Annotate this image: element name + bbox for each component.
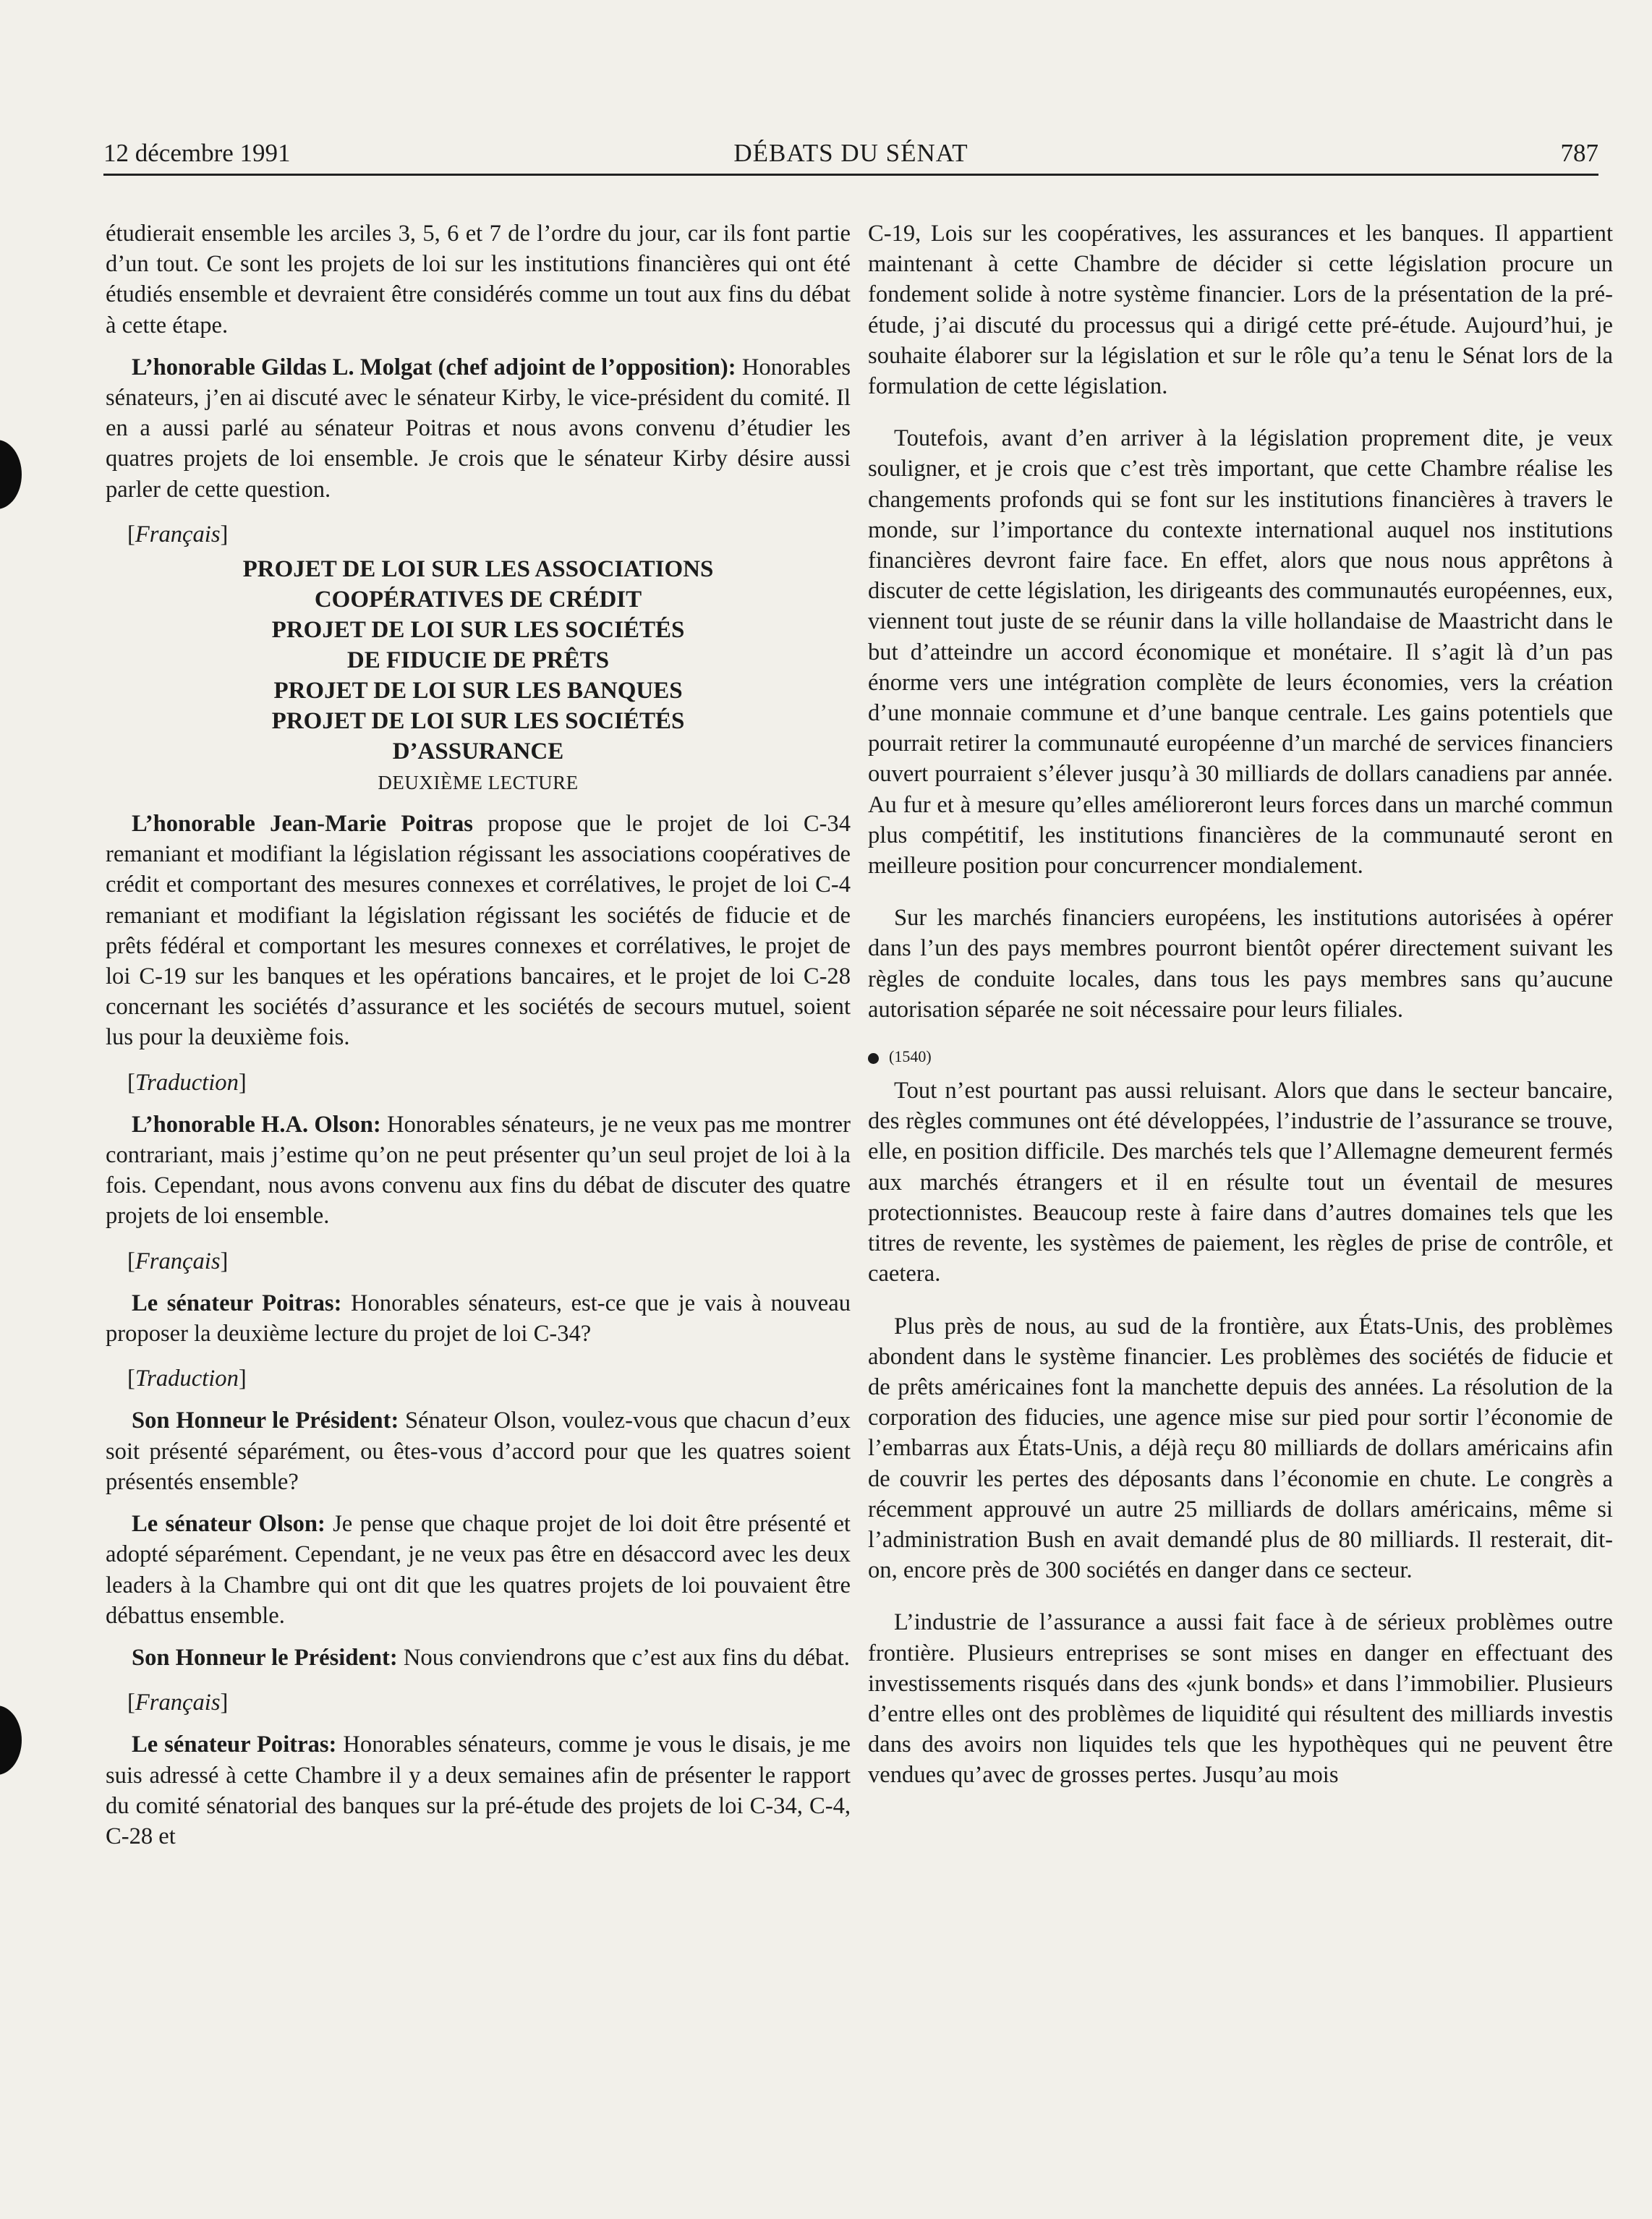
header-title: DÉBATS DU SÉNAT: [733, 139, 968, 167]
left-column: [106, 218, 851, 1852]
language-tag: [Français]: [127, 521, 229, 548]
speaker-name: Son Honneur le Président:: [132, 1407, 399, 1434]
binder-hole: [0, 440, 22, 509]
speech-paragraph: [106, 809, 851, 1053]
speech-text: Nous conviendrons que c’est aux fins du débat.: [397, 1644, 850, 1671]
language-label: Traduction: [135, 1069, 239, 1096]
heading-line: PROJET DE LOI SUR LES SOCIÉTÉS: [271, 708, 685, 735]
speech-paragraph: [106, 1729, 851, 1852]
time-marker: [868, 1042, 1613, 1071]
speech-paragraph: [106, 1509, 851, 1631]
speech-paragraph: [106, 352, 851, 505]
paragraph: Sur les marchés financiers européens, les institutions autorisées à opérer dans l’un des pays membres pourront bientôt opérer directement suivant les règles de conduite locales, dans tous les pays membres sans qu’aucune autorisation séparée ne soit nécessaire pour leurs filiales.: [868, 905, 1613, 1023]
paragraph: Toutefois, avant d’en arriver à la législation proprement dite, je veux souligner, et je crois que c’est très important, que cette Chambre réalise les changements profonds qui se font sur les institutions financières à travers le monde, sur l’importance du contexte international auquel nos institutions financières devront faire face. En effet, alors que nous nous apprêtons à discuter de cette législation, les dirigeants des communautés européennes, eux, viennent tout juste de se réunir dans la ville hollandaise de Maastricht dans le but d’atteindre un accord économique et monétaire. Il s’agit là d’un pas énorme vers une intégration complète de leurs économies, vers la création d’une monnaie commune et d’une banque centrale. Les gains potentiels que pourrait retirer la communauté européenne d’un marché de services financiers ouvert pourraient s’élever jusqu’à 30 milliards de dollars canadiens par année. Au fur et à mesure qu’elles amélioreront leurs forces dans un marché commun plus compétitif, les institutions financières de la communauté seront en meilleure position pour concurrencer mondialement.: [868, 425, 1613, 879]
reading-subheading: DEUXIÈME LECTURE: [378, 772, 579, 794]
paragraph: L’industrie de l’assurance a aussi fait face à de sérieux problèmes outre frontière. Plusieurs entreprises se sont mises en danger en effectuant des investissements risqués dans des «junk bonds» et dans l’immobilier. Plusieurs d’entre elles ont des problèmes de liquidité qui résultent des milliards investis dans des avoirs non liquides tels que les hypothèques qui ne peuvent être vendues qu’avec de grosses pertes. Jusqu’au mois: [868, 1609, 1613, 1789]
speech-text: Je pense que chaque projet de loi doit être présenté et adopté séparément. Cependant, je ne veux pas être en désaccord avec les deux leaders à la Chambre qui ont dit que les quatres projets de loi pouvaient être débattus ensemble.: [106, 1511, 851, 1629]
speaker-name: Le sénateur Poitras:: [132, 1732, 337, 1758]
speech-text: Honorables sénateurs, je ne veux pas me montrer contrariant, mais j’estime qu’on ne peut présenter qu’un seul projet de loi à la fois. Cependant, nous avons convenu aux fins du débat de discuter des quatre projets de loi ensemble.: [106, 1111, 851, 1230]
speech-text: Sénateur Olson, voulez-vous que chacun d’eux soit présenté séparément, ou êtes-vous d’accord pour que les quatres soient présentés ensemble?: [106, 1407, 851, 1495]
speech-text: Honorables sénateurs, comme je vous le disais, je me suis adressé à cette Chambre il y a deux semaines afin de présenter le rapport du comité sénatorial des banques sur la pré-étude des projets de loi C-34, C-4, C-28 et: [106, 1732, 851, 1849]
speech-paragraph: [106, 1405, 851, 1497]
binder-hole: [0, 1705, 22, 1775]
speaker-name: Le sénateur Poitras:: [132, 1290, 342, 1316]
language-label: Français: [135, 521, 221, 548]
paragraph: Plus près de nous, au sud de la frontière, aux États-Unis, des problèmes abondent dans le système financier. Les problèmes des sociétés de fiducie et de prêts américaines font la manchette depuis des années. La résolution de la corporation des fiducies, une agence mise sur pied pour sortir l’économie de l’embarras aux États-Unis, a déjà reçu 80 milliards de dollars américains afin de couvrir les pertes des déposants dans l’économie en chute. Le congrès a récemment approuvé un autre 25 milliards de dollars américains, même si l’administration Bush en avait demandé plus de 80 milliards. Il resterait, dit-on, encore près de 300 sociétés en danger dans ce secteur.: [868, 1313, 1613, 1584]
right-column: [868, 218, 1613, 1791]
speech-paragraph: [106, 1110, 851, 1232]
paragraph: C-19, Lois sur les coopératives, les assurances et les banques. Il appartient maintenant à cette Chambre de décider si cette législation procure un fondement solide à notre système financier. Lors de la présentation de la pré-étude, j’ai discuté du processus qui a dirigé cette pré-étude. Aujourd’hui, je souhaite élaborer sur la législation et sur le rôle qu’a tenu le Sénat lors de la formulation de cette législation.: [868, 221, 1613, 400]
paragraph: étudierait ensemble les arciles 3, 5, 6 et 7 de l’ordre du jour, car ils font partie d’un tout. Ce sont les projets de loi sur les institutions financières qui ont été étudiés ensemble et devraient être considérés comme un tout aux fins du débat à cette étape.: [106, 221, 851, 338]
speech-paragraph: [106, 1643, 851, 1673]
language-tag: [Traduction]: [127, 1069, 247, 1096]
language-label: Français: [135, 1248, 221, 1274]
speaker-name: L’honorable H.A. Olson:: [132, 1111, 381, 1138]
paragraph: Tout n’est pourtant pas aussi reluisant. Alors que dans le secteur bancaire, des règles communes ont été développées, l’industrie de l’assurance se trouve, elle, en position difficile. Des marchés tels que l’Allemagne demeurent fermés aux marchés étrangers et il en résulte tout un éventail de mesures protectionnistes. Beaucoup reste à faire dans d’autres domaines tels que les titres de revente, les systèmes de paiement, les règles de prise de contrôle, et caetera.: [868, 1078, 1613, 1287]
speech-paragraph: [106, 1288, 851, 1349]
language-tag: [Français]: [127, 1248, 229, 1274]
speaker-name: Le sénateur Olson:: [132, 1511, 325, 1538]
heading-line: PROJET DE LOI SUR LES BANQUES: [273, 678, 683, 704]
heading-line: PROJET DE LOI SUR LES ASSOCIATIONS: [242, 556, 714, 583]
language-tag: [Français]: [127, 1690, 229, 1716]
speaker-name: L’honorable Jean-Marie Poitras: [132, 811, 473, 838]
language-label: Français: [135, 1690, 221, 1716]
running-header: [103, 137, 1598, 176]
speech-text: Honorables sénateurs, j’en ai discuté avec le sénateur Kirby, le vice-président du comité. Il en a aussi parlé au sénateur Poitras et nous avons convenu d’étudier les quatres projets de loi ensemble. Je crois que le sénateur Kirby désire aussi parler de cette question.: [106, 354, 851, 503]
header-date: 12 décembre 1991: [103, 139, 291, 167]
speaker-name: L’honorable Gildas L. Molgat (chef adjoint de l’opposition):: [132, 354, 736, 380]
page-number: 787: [1560, 139, 1598, 167]
speech-text: Honorables sénateurs, est-ce que je vais à nouveau proposer la deuxième lecture du projet de loi C-34?: [106, 1290, 851, 1347]
language-label: Traduction: [135, 1366, 239, 1392]
heading-line: PROJET DE LOI SUR LES SOCIÉTÉS: [271, 617, 685, 644]
language-tag: [Traduction]: [127, 1366, 247, 1392]
time-marker-text: (1540): [889, 1047, 932, 1066]
speaker-name: Son Honneur le Président:: [132, 1644, 398, 1671]
bill-heading: [106, 554, 851, 767]
speech-text: propose que le projet de loi C-34 remaniant et modifiant la législation régissant les associations coopératives de crédit et comportant des mesures connexes et corrélatives, le projet de loi C-4 remaniant et modifiant la législation régissant les sociétés de fiducie et de prêts fédéral et comportant les mesures connexes et corrélatives, le projet de loi C-19 sur les banques et les opérations bancaires, et le projet de loi C-28 concernant les sociétés d’assurance et les sociétés de secours mutuel, soient lus pour la deuxième fois.: [106, 811, 851, 1051]
heading-line: DE FIDUCIE DE PRÊTS: [346, 647, 610, 674]
heading-line: D’ASSURANCE: [392, 738, 564, 765]
heading-line: COOPÉRATIVES DE CRÉDIT: [314, 587, 642, 613]
bullet-icon: [868, 1053, 879, 1064]
